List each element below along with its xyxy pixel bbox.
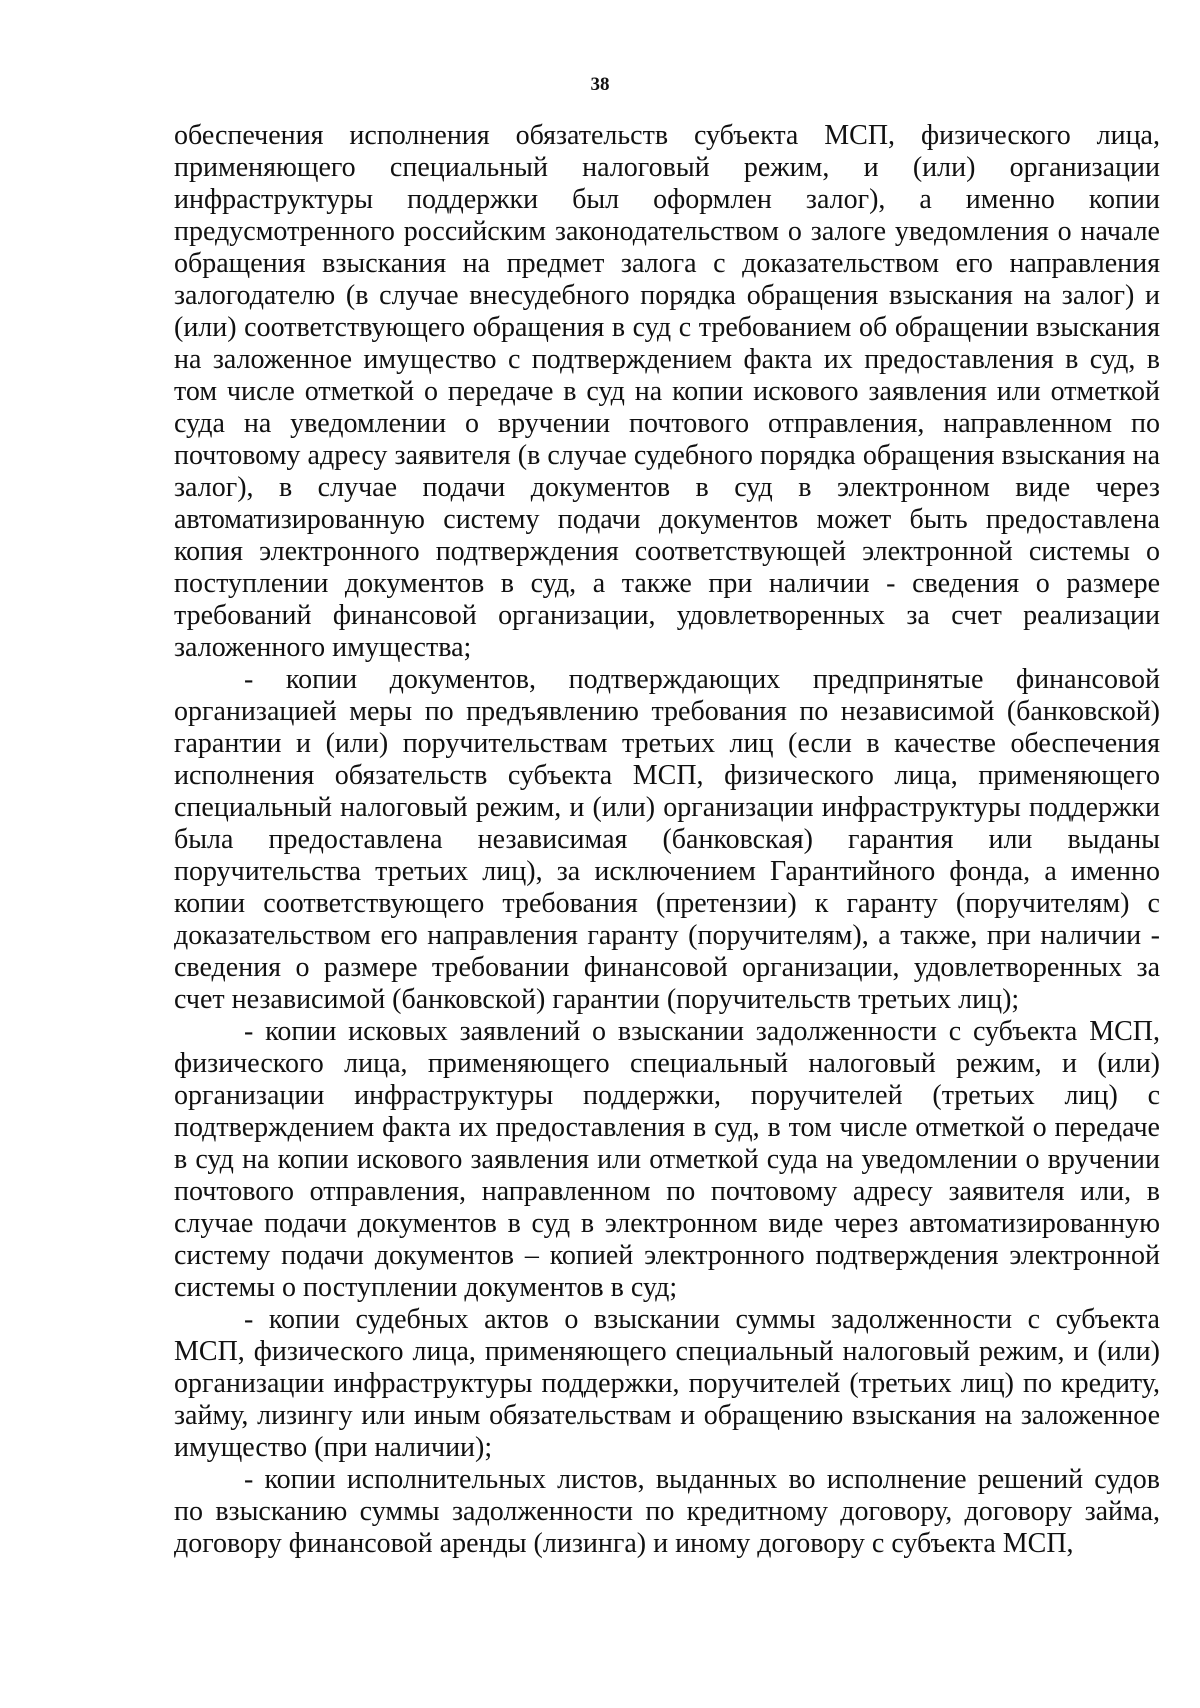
paragraph-claim-statements: - копии исковых заявлений о взыскании задолженности с субъекта МСП, физического лица, применяющего специальный налоговый режим, и (или) организации инфраструктуры поддержки, поручителей (третьих лиц) с подтверждением факта их предоставления в суд, в том числе отметкой о передаче в суд на копии искового заявления или отметкой суда на уведомлении о вручении почтового отправления, направленном по почтовому адресу заявителя или, в случае подачи документов в суд в электронном виде через автоматизированную систему подачи документов – копией электронного подтверждения электронной системы о поступлении документов в суд; [174, 1016, 1160, 1303]
paragraph-guarantee-documents: - копии документов, подтверждающих предпринятые финансовой организацией меры по предъявлению требования по независимой (банковской) гарантии и (или) поручительствам третьих лиц (если в качестве обеспечения исполнения обязательств субъекта МСП, физического лица, применяющего специальный налоговый режим, и (или) организации инфраструктуры поддержки была предоставлена независимая (банковская) гарантия или выданы поручительства третьих лиц), за исключением Гарантийного фонда, а именно копии соответствующего требования (претензии) к гаранту (поручителям) с доказательством его направления гаранту (поручителям), а также, при наличии - сведения о размере требовании финансовой организации, удовлетворенных за счет независимой (банковской) гарантии (поручительств третьих лиц); [174, 664, 1160, 1015]
paragraph-continuation: обеспечения исполнения обязательств субъекта МСП, физического лица, применяющего специальный налоговый режим, и (или) организации инфраструктуры поддержки был оформлен залог), а именно копии предусмотренного российским законодательством о залоге уведомления о начале обращения взыскания на предмет залога с доказательством его направления залогодателю (в случае внесудебного порядка обращения взыскания на залог) и (или) соответствующего обращения в суд с требованием об обращении взыскания на заложенное имущество с подтверждением факта их предоставления в суд, в том числе отметкой о передаче в суд на копии искового заявления или отметкой суда на уведомлении о вручении почтового отправления, направленном по почтовому адресу заявителя (в случае судебного порядка обращения взыскания на залог), в случае подачи документов в суд в электронном виде через автоматизированную систему подачи документов может быть предоставлена копия электронного подтверждения соответствующей электронной системы о поступлении документов в суд, а также при наличии - сведения о размере требований финансовой организации, удовлетворенных за счет реализации заложенного имущества; [174, 120, 1160, 663]
page-number: 38 [590, 74, 610, 95]
paragraph-writs-of-execution: - копии исполнительных листов, выданных во исполнение решений судов по взысканию суммы задолженности по кредитному договору, договору займа, договору финансовой аренды (лизинга) и иному договору с субъекта МСП, [174, 1464, 1160, 1559]
document-body [174, 120, 1160, 1560]
paragraph-court-acts: - копии судебных актов о взыскании суммы задолженности с субъекта МСП, физического лица, применяющего специальный налоговый режим, и (или) организации инфраструктуры поддержки, поручителей (третьих лиц) по кредиту, займу, лизингу или иным обязательствам и обращению взыскания на заложенное имущество (при наличии); [174, 1304, 1160, 1463]
